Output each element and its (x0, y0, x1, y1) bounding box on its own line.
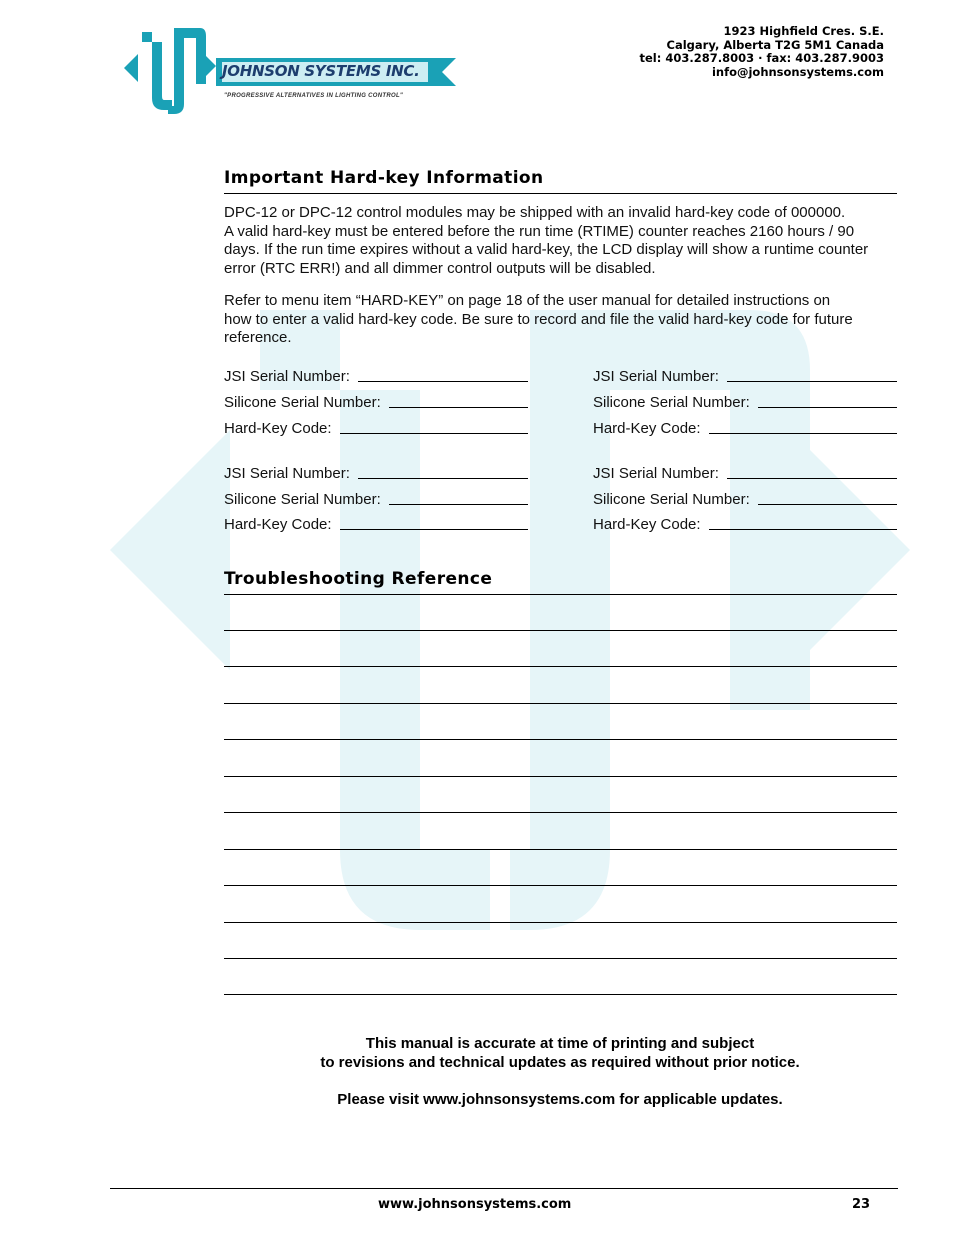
silicone-serial-field[interactable] (224, 394, 528, 411)
writing-line[interactable] (224, 739, 897, 740)
company-name: JOHNSON SYSTEMS INC. (222, 62, 420, 80)
fill-line[interactable] (389, 503, 528, 505)
field-label: Hard-Key Code: (593, 516, 701, 533)
paragraph-line: days. If the run time expires without a valid hard-key, the LCD display will show a runtime counter (224, 241, 869, 259)
fill-line[interactable] (358, 380, 528, 382)
fill-line[interactable] (758, 503, 897, 505)
silicone-serial-field[interactable] (593, 394, 897, 411)
writing-line[interactable] (224, 812, 897, 813)
field-label: JSI Serial Number: (593, 465, 719, 482)
writing-line[interactable] (224, 666, 897, 667)
writing-line[interactable] (224, 922, 897, 923)
writing-line[interactable] (224, 594, 897, 595)
paragraph-line: Refer to menu item “HARD-KEY” on page 18 of the user manual for detailed instructions on (224, 292, 831, 309)
fill-line[interactable] (709, 528, 897, 530)
troubleshooting-section-title: Troubleshooting Reference (224, 569, 493, 589)
field-label: Silicone Serial Number: (224, 491, 381, 508)
accuracy-notice (160, 1034, 954, 1072)
fill-line[interactable] (340, 432, 528, 434)
hard-key-code-field[interactable] (224, 420, 528, 437)
hardkey-paragraph-1 (224, 204, 904, 278)
paragraph-line: A valid hard-key must be entered before the run time (RTIME) counter reaches 2160 hours / 90 (224, 222, 855, 240)
hard-key-code-field[interactable] (593, 420, 897, 437)
hardkey-section-title: Important Hard-key Information (224, 168, 544, 188)
writing-line[interactable] (224, 885, 897, 886)
address-line: info@johnsonsystems.com (711, 64, 884, 79)
paragraph-line: how to enter a valid hard-key code. Be sure to record and file the valid hard-key code for future (224, 310, 853, 328)
field-label: Hard-Key Code: (224, 420, 332, 437)
address-line: 1923 Highfield Cres. S.E. (723, 24, 884, 38)
section-divider (224, 193, 897, 194)
field-label: Hard-Key Code: (224, 516, 332, 533)
company-address (639, 25, 884, 79)
field-label: Silicone Serial Number: (593, 394, 750, 411)
fill-line[interactable] (727, 380, 897, 382)
field-label: JSI Serial Number: (224, 368, 350, 385)
writing-line[interactable] (224, 958, 897, 959)
company-tagline: "PROGRESSIVE ALTERNATIVES IN LIGHTING CONTROL" (224, 93, 404, 99)
fill-line[interactable] (727, 477, 897, 479)
hard-key-code-field[interactable] (224, 516, 528, 533)
address-line: tel: 403.287.8003 · fax: 403.287.9003 (639, 51, 884, 65)
fill-line[interactable] (340, 528, 528, 530)
writing-line[interactable] (224, 703, 897, 704)
jsi-serial-field[interactable] (593, 465, 897, 482)
page-number: 23 (852, 1197, 871, 1212)
field-label: Silicone Serial Number: (593, 491, 750, 508)
hard-key-code-field[interactable] (593, 516, 897, 533)
footer-divider (110, 1188, 898, 1189)
paragraph-line: reference. (224, 329, 292, 347)
writing-line[interactable] (224, 849, 897, 850)
notice-line: to revisions and technical updates as required without prior notice. (320, 1054, 800, 1071)
footer-url: www.johnsonsystems.com (378, 1197, 572, 1212)
fill-line[interactable] (389, 406, 528, 408)
jsi-serial-field[interactable] (224, 465, 528, 482)
field-label: JSI Serial Number: (224, 465, 350, 482)
silicone-serial-field[interactable] (593, 491, 897, 508)
writing-line[interactable] (224, 994, 897, 995)
updates-notice: Please visit www.johnsonsystems.com for applicable updates. (337, 1091, 783, 1108)
silicone-serial-field[interactable] (224, 491, 528, 508)
jsi-serial-field[interactable] (224, 368, 528, 385)
notice-line: This manual is accurate at time of printing and subject (365, 1035, 755, 1052)
fill-line[interactable] (358, 477, 528, 479)
address-line: Calgary, Alberta T2G 5M1 Canada (666, 37, 884, 52)
field-label: JSI Serial Number: (593, 368, 719, 385)
field-label: Hard-Key Code: (593, 420, 701, 437)
paragraph-line: error (RTC ERR!) and all dimmer control outputs will be disabled. (224, 259, 656, 277)
paragraph-line: DPC-12 or DPC-12 control modules may be shipped with an invalid hard-key code of 000000. (224, 204, 846, 221)
jsi-serial-field[interactable] (593, 368, 897, 385)
field-label: Silicone Serial Number: (224, 394, 381, 411)
writing-line[interactable] (224, 776, 897, 777)
hardkey-paragraph-2 (224, 292, 904, 348)
fill-line[interactable] (758, 406, 897, 408)
writing-line[interactable] (224, 630, 897, 631)
fill-line[interactable] (709, 432, 897, 434)
